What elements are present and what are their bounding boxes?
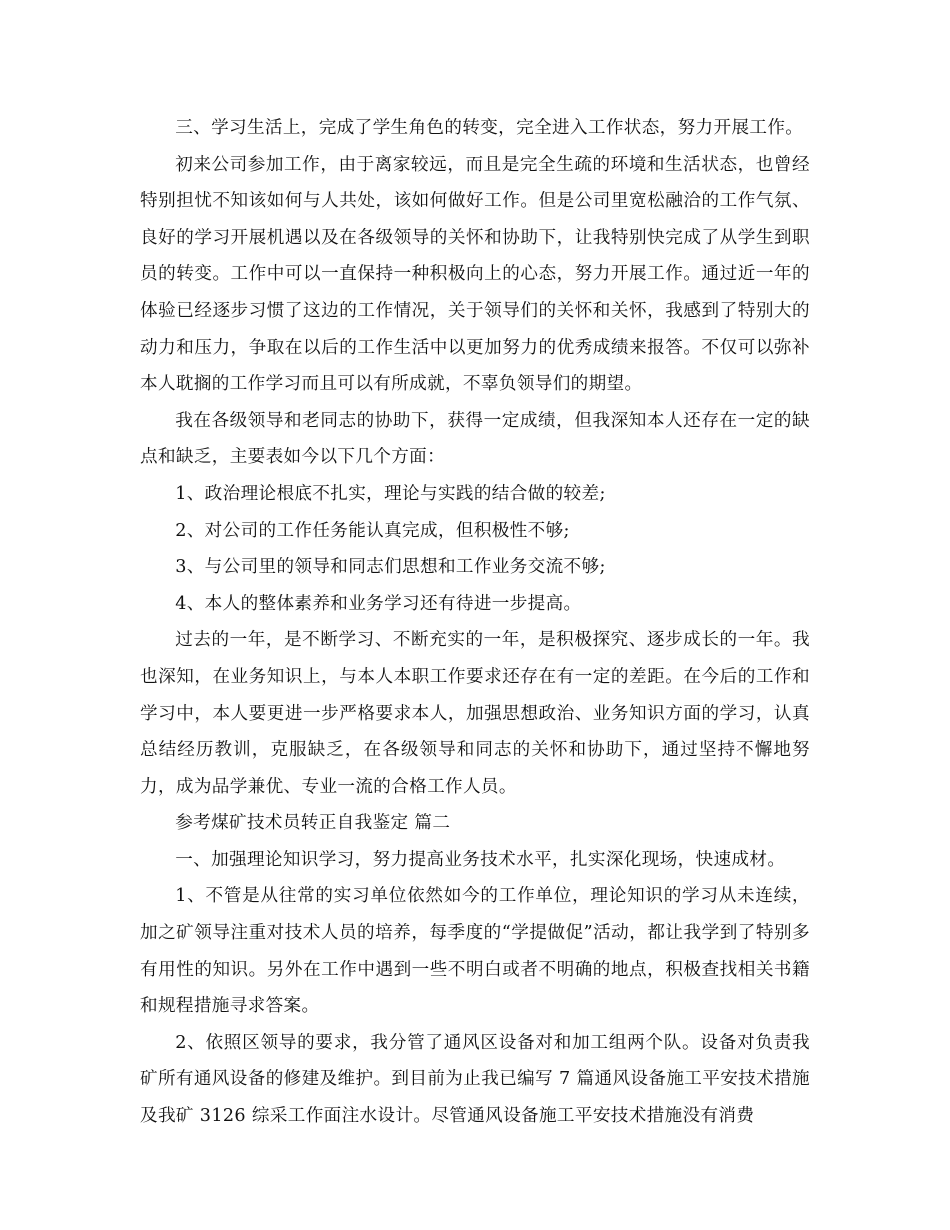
list-item-shortcoming-3: 3、与公司里的领导和同志们思想和工作业务交流不够;	[175, 557, 606, 578]
list-item-shortcoming-2: 2、对公司的工作任务能认真完成，但积极性不够;	[175, 520, 570, 541]
paragraph-study-life-heading: 三、学习生活上，完成了学生角色的转变，完全进入工作状态，努力开展工作。	[175, 118, 804, 138]
paragraph-point-2: 2、依照区领导的要求，我分管了通风区设备对和加工组两个队。设备对负责我矿所有通风设备的修建及维护。到目前为止我已编写 7 篇通风设备施工平安技术措施及我矿 3126 综采工作面注水设计。尽管通风设备施工平安技术措施没有消费	[140, 1032, 810, 1127]
paragraph-theory-study-heading: 一、加强理论知识学习，努力提高业务技术水平，扎实深化现场，快速成材。	[175, 849, 786, 870]
paragraph-past-year-summary: 过去的一年，是不断学习、不断充实的一年，是积极探究、逐步成长的一年。我也深知，在业务知识上，与本人本职工作要求还存在有一定的差距。在今后的工作和学习中，本人要更进一步严格要求本人，加强思想政治、业务知识方面的学习，认真总结经历教训，克服缺乏，在各级领导和同志的关怀和协助下，通过坚持不懈地努力，成为品学兼优、专业一流的合格工作人员。	[140, 630, 810, 797]
document-body	[140, 110, 810, 1135]
list-item-shortcoming-4: 4、本人的整体素养和业务学习还有待进一步提高。	[175, 593, 582, 614]
section-title-part-two: 参考煤矿技术员转正自我鉴定 篇二	[175, 813, 451, 834]
paragraph-point-1: 1、不管是从往常的实习单位依然如今的工作单位，理论知识的学习从未连续，加之矿领导注重对技术人员的培养，每季度的“学提做促”活动，都让我学到了特别多有用性的知识。另外在工作中遇到一些不明白或者不明确的地点，积极查找相关书籍和规程措施寻求答案。	[140, 886, 810, 1017]
list-item-shortcoming-1: 1、政治理论根底不扎实，理论与实践的结合做的较差;	[175, 483, 606, 504]
paragraph-joining-company: 初来公司参加工作，由于离家较远，而且是完全生疏的环境和生活状态，也曾经特别担忧不知该如何与人共处，该如何做好工作。但是公司里宽松融洽的工作气氛、良好的学习开展机遇以及在各级领导的关怀和协助下，让我特别快完成了从学生到职员的转变。工作中可以一直保持一种积极向上的心态，努力开展工作。通过近一年的体验已经逐步习惯了这边的工作情况，关于领导们的关怀和关怀，我感到了特别大的动力和压力，争取在以后的工作生活中以更加努力的优秀成绩来报答。不仅可以弥补本人耽搁的工作学习而且可以有所成就，不辜负领导们的期望。	[140, 154, 810, 395]
paragraph-shortcomings-intro: 我在各级领导和老同志的协助下，获得一定成绩，但我深知本人还存在一定的缺点和缺乏，主要表如今以下几个方面：	[140, 410, 810, 468]
